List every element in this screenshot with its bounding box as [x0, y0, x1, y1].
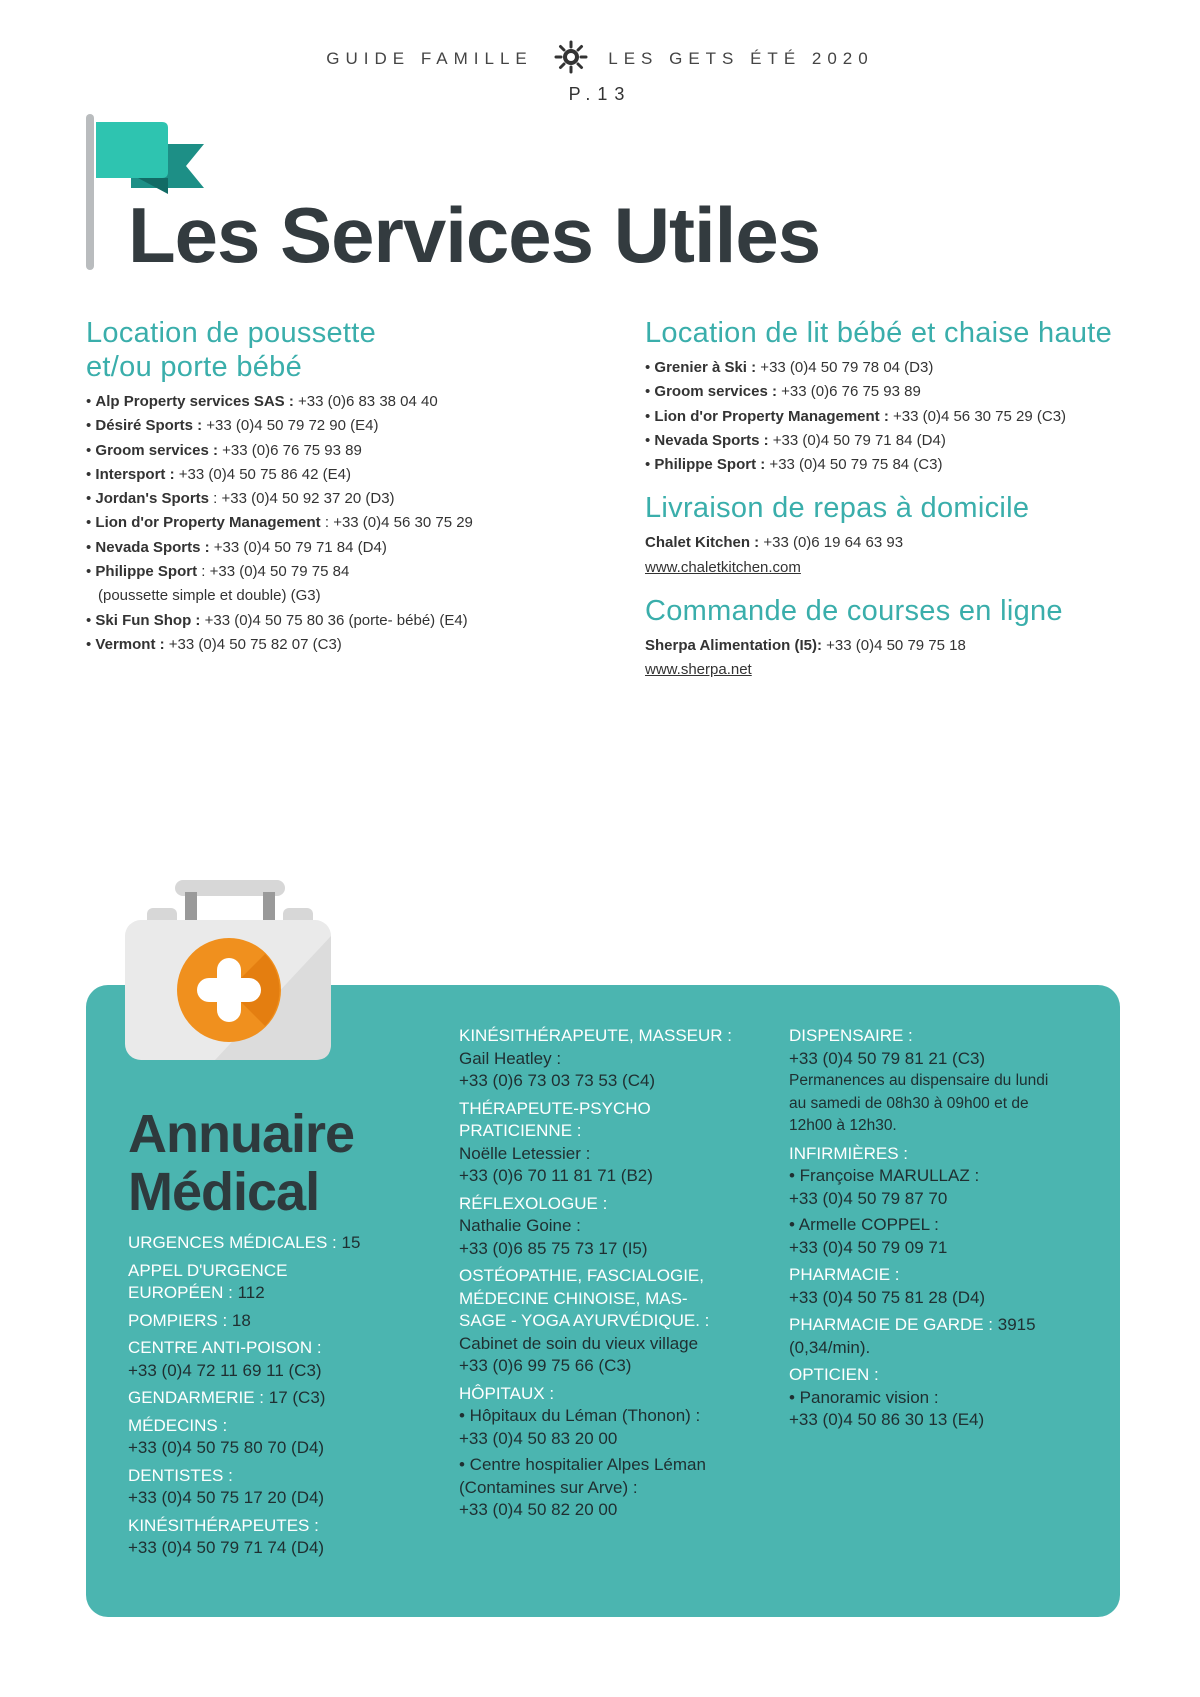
opticien-entry: OPTICIEN : • Panoramic vision : +33 (0)4 50 86 30 13 (E4): [789, 1365, 985, 1429]
gendarmerie-entry: GENDARMERIE : 17 (C3): [128, 1388, 326, 1407]
list-item: • Philippe Sport : +33 (0)4 50 79 75 84 (C3): [645, 453, 1145, 477]
courses-entry: Sherpa Alimentation (I5): +33 (0)4 50 79 75 18: [645, 637, 966, 655]
urgences-entry: URGENCES MÉDICALES : 15: [128, 1233, 361, 1252]
list-item: • Groom services : +33 (0)6 76 75 93 89: [645, 380, 1145, 404]
hopitaux-entry: HÔPITAUX : • Hôpitaux du Léman (Thonon) : +33 (0)4 50 83 20 00 • Centre hospitalier Alpes Léman (Contamines sur Arve) : +33 (0)4 50 82 20 00: [459, 1383, 706, 1519]
annuaire-title-line1: Annuaire: [128, 1104, 355, 1164]
list-item: • Nevada Sports : +33 (0)4 50 79 71 84 (D4): [86, 536, 646, 560]
lit-list: [645, 356, 1145, 477]
list-item: • Alp Property services SAS : +33 (0)6 83 38 04 40: [86, 390, 646, 414]
poussette-title-line2: et/ou porte bébé: [86, 351, 303, 383]
pharmacie-entry: PHARMACIE : +33 (0)4 50 75 81 28 (D4): [789, 1265, 986, 1307]
list-item: • Ski Fun Shop : +33 (0)4 50 75 80 36 (porte- bébé) (E4): [86, 609, 646, 633]
kine-masseur-entry: KINÉSITHÉRAPEUTE, MASSEUR : Gail Heatley : +33 (0)6 73 03 73 53 (C4): [459, 1026, 732, 1090]
medical-col-1: [128, 1232, 428, 1565]
dentistes-entry: DENTISTES : +33 (0)4 50 75 17 20 (D4): [128, 1465, 325, 1507]
reflexologue-entry: RÉFLEXOLOGUE : Nathalie Goine : +33 (0)6 85 75 73 17 (I5): [459, 1193, 648, 1258]
appel-urgence-entry: APPEL D'URGENCE EUROPÉEN : 112: [128, 1260, 288, 1302]
list-item: • Désiré Sports : +33 (0)4 50 79 72 90 (E4): [86, 414, 646, 438]
sun-icon: [554, 40, 588, 79]
list-item: • Philippe Sport : +33 (0)4 50 79 75 84: [86, 560, 646, 584]
list-item: • Lion d'or Property Management : +33 (0)4 56 30 75 29: [86, 511, 646, 535]
livraison-title: Livraison de repas à domicile: [645, 492, 1030, 525]
list-item: • Jordan's Sports : +33 (0)4 50 92 37 20 (D3): [86, 487, 646, 511]
philippe-note: (poussette simple et double) (G3): [98, 587, 321, 605]
poussette-list-cont: [86, 609, 646, 658]
list-item: • Lion d'or Property Management : +33 (0)4 56 30 75 29 (C3): [645, 405, 1145, 429]
pharmacie-garde-entry: PHARMACIE DE GARDE : 3915 (0,34/min).: [789, 1315, 1036, 1357]
poussette-title-line1: Location de poussette: [86, 317, 377, 349]
infirmieres-entry: INFIRMIÈRES : • Françoise MARULLAZ : +33 (0)4 50 79 87 70 • Armelle COPPEL : +33 (0)4 50 79 09 71: [789, 1143, 980, 1257]
courses-title: Commande de courses en ligne: [645, 595, 1063, 628]
chaletkitchen-link[interactable]: www.chaletkitchen.com: [645, 558, 801, 576]
medical-col-2: [459, 1025, 779, 1527]
poussette-title: [86, 316, 646, 384]
annuaire-title: [128, 1105, 354, 1221]
first-aid-kit-icon: [125, 878, 345, 1068]
dispensaire-entry: DISPENSAIRE : +33 (0)4 50 79 81 21 (C3) Permanences au dispensaire du lundi au samedi de 08h30 à 09h00 et de 12h00 à 12h30.: [789, 1026, 1049, 1134]
livraison-entry: Chalet Kitchen : +33 (0)6 19 64 63 93: [645, 534, 904, 552]
sherpa-link[interactable]: www.sherpa.net: [645, 661, 752, 679]
list-item: • Grenier à Ski : +33 (0)4 50 79 78 04 (D3): [645, 356, 1145, 380]
kinesitherapeutes-entry: KINÉSITHÉRAPEUTES : +33 (0)4 50 79 71 74 (D4): [128, 1515, 325, 1557]
page-number: P.13: [568, 84, 632, 104]
page-header: [0, 40, 1200, 79]
medical-col-3: [789, 1025, 1109, 1437]
osteopathie-entry: OSTÉOPATHIE, FASCIALOGIE, MÉDECINE CHINOISE, MAS- SAGE - YOGA AYURVÉDIQUE. : Cabinet de soin du vieux village +33 (0)6 99 75 66 (C3): [459, 1266, 710, 1375]
page-title: Les Services Utiles: [128, 191, 821, 279]
annuaire-title-line2: Médical: [128, 1162, 320, 1222]
poussette-section: [86, 316, 646, 657]
list-item: • Intersport : +33 (0)4 50 75 86 42 (E4): [86, 463, 646, 487]
header-left: GUIDE FAMILLE: [326, 48, 533, 68]
right-column: [645, 316, 1145, 683]
lit-title: Location de lit bébé et chaise haute: [645, 317, 1113, 349]
header-right: LES GETS ÉTÉ 2020: [608, 48, 874, 68]
medecins-entry: MÉDECINS : +33 (0)4 50 75 80 70 (D4): [128, 1415, 325, 1457]
pompiers-entry: POMPIERS : 18: [128, 1310, 251, 1330]
list-item: • Nevada Sports : +33 (0)4 50 79 71 84 (D4): [645, 429, 1145, 453]
therapeute-entry: THÉRAPEUTE-PSYCHO PRATICIENNE : Noëlle Letessier : +33 (0)6 70 11 81 71 (B2): [459, 1098, 653, 1185]
list-item: • Vermont : +33 (0)4 50 75 82 07 (C3): [86, 633, 646, 657]
list-item: • Groom services : +33 (0)6 76 75 93 89: [86, 439, 646, 463]
poussette-list: [86, 390, 646, 584]
antipoison-entry: CENTRE ANTI-POISON : +33 (0)4 72 11 69 11 (C3): [128, 1338, 322, 1380]
